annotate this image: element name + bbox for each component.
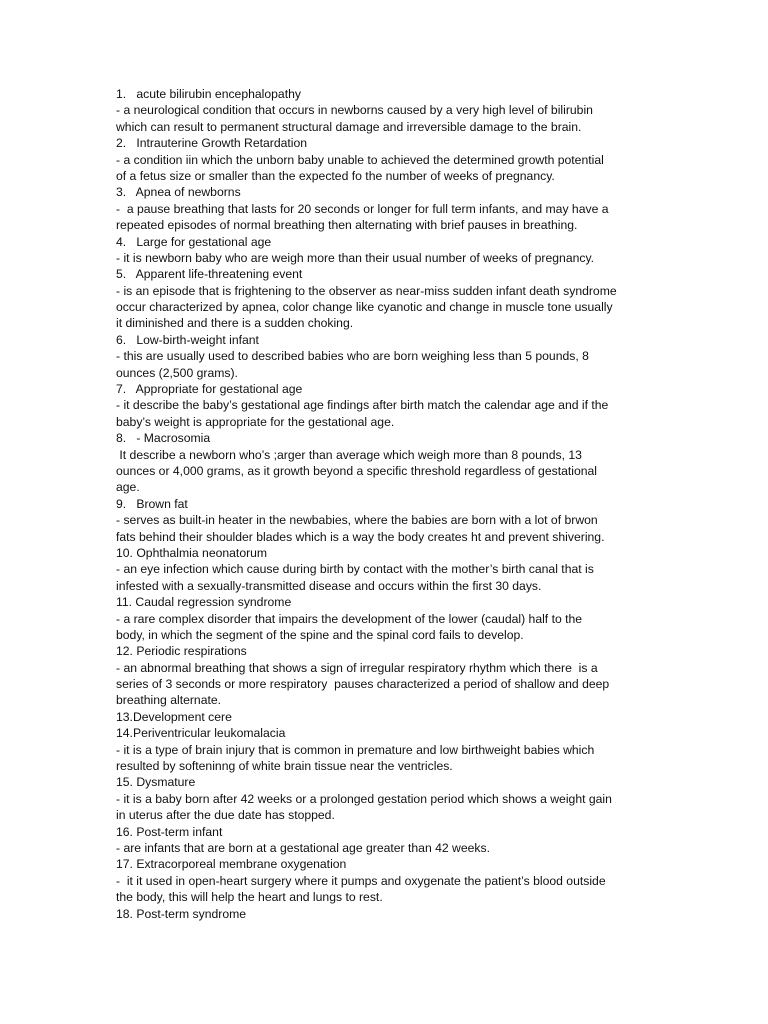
document-line: the body, this will help the heart and lungs to rest. xyxy=(116,890,383,905)
document-line: repeated episodes of normal breathing then alternating with brief pauses in breathing. xyxy=(116,218,578,233)
document-line: - an eye infection which cause during birth by contact with the mother’s birth canal that is xyxy=(116,562,594,577)
document-line: 7. Appropriate for gestational age xyxy=(116,382,303,397)
document-line: - this are usually used to described babies who are born weighing less than 5 pounds, 8 xyxy=(116,349,589,364)
document-line: - a condition iin which the unborn baby unable to achieved the determined growth potential xyxy=(116,152,604,167)
document-line: 14.Periventricular leukomalacia xyxy=(116,726,286,741)
document-line: age. xyxy=(116,480,140,495)
document-line: 4. Large for gestational age xyxy=(116,234,272,249)
document-line: - a rare complex disorder that impairs the development of the lower (caudal) half to the xyxy=(116,611,583,626)
document-line: baby’s weight is appropriate for the gestational age. xyxy=(116,414,395,429)
document-line: 5. Apparent life-threatening event xyxy=(116,267,303,282)
document-line: 12. Periodic respirations xyxy=(116,644,247,659)
document-line: 15. Dysmature xyxy=(116,775,196,790)
document-line: fats behind their shoulder blades which is a way the body creates ht and prevent shivering. xyxy=(116,529,605,544)
document-line: breathing alternate. xyxy=(116,693,222,708)
document-line: - a neurological condition that occurs in newborns caused by a very high level of bilirubin xyxy=(116,103,593,118)
document-line: ounces (2,500 grams). xyxy=(116,365,238,380)
document-line: in uterus after the due date has stopped. xyxy=(116,808,335,823)
document-line: - it is newborn baby who are weigh more than their usual number of weeks of pregnancy. xyxy=(116,250,595,265)
document-line: 13.Development cere xyxy=(116,709,232,724)
document-line: - it describe the baby’s gestational age findings after birth match the calendar age and if the xyxy=(116,398,609,413)
document-line: 18. Post-term syndrome xyxy=(116,906,247,921)
document-line: infested with a sexually-transmitted disease and occurs within the first 30 days. xyxy=(116,578,542,593)
document-line: 3. Apnea of newborns xyxy=(116,185,241,200)
document-line: occur characterized by apnea, color change like cyanotic and change in muscle tone usually xyxy=(116,300,613,315)
document-line: 10. Ophthalmia neonatorum xyxy=(116,545,268,560)
document-line: - it is a type of brain injury that is common in premature and low birthweight babies which xyxy=(116,742,595,757)
document-line: - an abnormal breathing that shows a sign of irregular respiratory rhythm which there is a xyxy=(116,660,598,675)
document-line: it diminished and there is a sudden choking. xyxy=(116,316,354,331)
document-line: 8. - Macrosomia xyxy=(116,431,211,446)
document-line: It describe a newborn who’s ;arger than average which weigh more than 8 pounds, 13 xyxy=(116,447,582,462)
document-line: 9. Brown fat xyxy=(116,496,188,511)
document-line: ounces or 4,000 grams, as it growth beyond a specific threshold regardless of gestational xyxy=(116,463,598,478)
document-line: series of 3 seconds or more respiratory pauses characterized a period of shallow and deep xyxy=(116,677,610,692)
document-line: 16. Post-term infant xyxy=(116,824,223,839)
document-line: resulted by softeninng of white brain tissue near the ventricles. xyxy=(116,759,453,774)
document-line: - serves as built-in heater in the newbabies, where the babies are born with a lot of brwon xyxy=(116,513,598,528)
document-line: of a fetus size or smaller than the expected fo the number of weeks of pregnancy. xyxy=(116,168,555,183)
document-line: 17. Extracorporeal membrane oxygenation xyxy=(116,857,347,872)
document-line: 6. Low-birth-weight infant xyxy=(116,332,259,347)
document-line: - are infants that are born at a gestational age greater than 42 weeks. xyxy=(116,840,490,855)
document-line: body, in which the segment of the spine and the spinal cord fails to develop. xyxy=(116,627,524,642)
document-line: - a pause breathing that lasts for 20 seconds or longer for full term infants, and may have a xyxy=(116,201,609,216)
document-line: 1. acute bilirubin encephalopathy xyxy=(116,87,301,101)
document-line: - it is a baby born after 42 weeks or a prolonged gestation period which shows a weight gain xyxy=(116,791,612,806)
document-body xyxy=(116,86,656,922)
document-line: 11. Caudal regression syndrome xyxy=(116,595,292,610)
document-line: - is an episode that is frightening to the observer as near-miss sudden infant death syndrome xyxy=(116,283,617,298)
document-line: - it it used in open-heart surgery where it pumps and oxygenate the patient’s blood outside xyxy=(116,873,606,888)
document-line: 2. Intrauterine Growth Retardation xyxy=(116,136,308,151)
document-line: which can result to permanent structural damage and irreversible damage to the brain. xyxy=(116,119,582,134)
